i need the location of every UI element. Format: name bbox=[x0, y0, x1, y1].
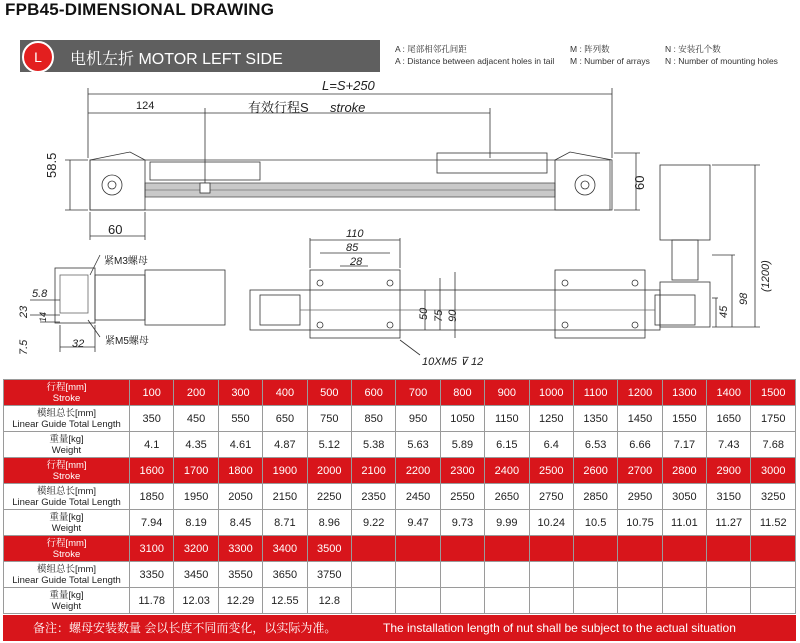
table-cell: 750 bbox=[307, 406, 351, 432]
table-cell: 6.4 bbox=[529, 432, 573, 458]
stroke-row-label bbox=[4, 458, 130, 484]
stroke-row-label bbox=[4, 536, 130, 562]
table-cell: 8.45 bbox=[218, 510, 262, 536]
table-cell: 400 bbox=[263, 380, 307, 406]
table-cell: 1750 bbox=[751, 406, 796, 432]
table-cell: 2400 bbox=[485, 458, 529, 484]
table-cell: 2450 bbox=[396, 484, 440, 510]
table-cell bbox=[662, 588, 706, 614]
table-cell: 12.8 bbox=[307, 588, 351, 614]
dim-1200: (1200) bbox=[760, 260, 772, 292]
table-cell: 12.55 bbox=[263, 588, 307, 614]
table-cell bbox=[707, 562, 751, 588]
table-cell: 1450 bbox=[618, 406, 662, 432]
table-cell: 1850 bbox=[130, 484, 174, 510]
table-cell: 2750 bbox=[529, 484, 573, 510]
weight-row-label bbox=[4, 432, 130, 458]
table-cell: 3500 bbox=[307, 536, 351, 562]
length-row-label bbox=[4, 406, 130, 432]
table-cell: 1200 bbox=[618, 380, 662, 406]
table-cell: 2850 bbox=[573, 484, 617, 510]
table-cell bbox=[529, 562, 573, 588]
weight-row bbox=[4, 588, 796, 614]
length-row-label-cn: 模组总长[mm] bbox=[36, 485, 97, 497]
stroke-row-label-cn: 行程[mm] bbox=[46, 381, 87, 393]
table-cell: 450 bbox=[174, 406, 218, 432]
table-cell: 5.63 bbox=[396, 432, 440, 458]
table-cell: 550 bbox=[218, 406, 262, 432]
stroke-row-label-cn: 行程[mm] bbox=[46, 459, 87, 471]
table-cell bbox=[707, 536, 751, 562]
table-cell bbox=[751, 536, 796, 562]
dim-50: 50 bbox=[418, 307, 430, 320]
dim-total-length: L=S+250 bbox=[322, 78, 375, 93]
stroke-row bbox=[4, 458, 796, 484]
table-cell: 1550 bbox=[662, 406, 706, 432]
legend-m-cn: M : 阵列数 bbox=[570, 44, 610, 54]
table-cell: 2550 bbox=[440, 484, 484, 510]
table-cell: 1500 bbox=[751, 380, 796, 406]
table-cell bbox=[440, 562, 484, 588]
table-cell: 1950 bbox=[174, 484, 218, 510]
table-cell: 1250 bbox=[529, 406, 573, 432]
length-row-label-en: Linear Guide Total Length bbox=[12, 418, 121, 430]
footer-note bbox=[3, 615, 796, 641]
table-cell bbox=[618, 562, 662, 588]
table-cell: 8.71 bbox=[263, 510, 307, 536]
footer-note-en: The installation length of nut shall be subject to the actual situation bbox=[383, 621, 736, 635]
table-cell: 200 bbox=[174, 380, 218, 406]
label-m3-nut: 紧M3螺母 bbox=[104, 256, 148, 267]
weight-row-label bbox=[4, 588, 130, 614]
table-cell: 500 bbox=[307, 380, 351, 406]
table-cell: 4.61 bbox=[218, 432, 262, 458]
table-cell: 10.5 bbox=[573, 510, 617, 536]
table-cell: 3100 bbox=[130, 536, 174, 562]
table-cell bbox=[618, 536, 662, 562]
weight-row-label-en: Weight bbox=[51, 600, 82, 612]
table-cell bbox=[396, 562, 440, 588]
table-cell: 850 bbox=[351, 406, 395, 432]
weight-row-label-cn: 重量[kg] bbox=[49, 511, 84, 523]
dim-7-5: 7.5 bbox=[18, 339, 30, 355]
table-cell bbox=[396, 536, 440, 562]
stroke-row-label-en: Stroke bbox=[52, 392, 81, 404]
table-cell: 2900 bbox=[707, 458, 751, 484]
dim-58-5: 58.5 bbox=[44, 152, 59, 178]
table-cell: 10.75 bbox=[618, 510, 662, 536]
section-badge: L bbox=[22, 41, 54, 73]
table-cell bbox=[396, 588, 440, 614]
table-cell: 4.87 bbox=[263, 432, 307, 458]
table-cell: 900 bbox=[485, 380, 529, 406]
stroke-row-label-en: Stroke bbox=[52, 470, 81, 482]
table-cell: 4.1 bbox=[130, 432, 174, 458]
table-cell bbox=[662, 536, 706, 562]
length-row-label bbox=[4, 562, 130, 588]
table-cell: 1100 bbox=[573, 380, 617, 406]
table-cell: 3650 bbox=[263, 562, 307, 588]
table-cell: 6.66 bbox=[618, 432, 662, 458]
table-cell: 1050 bbox=[440, 406, 484, 432]
legend-m-en: M : Number of arrays bbox=[570, 56, 650, 66]
table-cell: 7.94 bbox=[130, 510, 174, 536]
dim-stroke-cn: 有效行程S bbox=[248, 100, 309, 115]
table-cell: 12.29 bbox=[218, 588, 262, 614]
table-cell: 2950 bbox=[618, 484, 662, 510]
footer-note-cn: 备注：螺母安装数量 会以长度不同而变化，以实际为准。 bbox=[33, 621, 337, 635]
stroke-row-label-cn: 行程[mm] bbox=[46, 537, 87, 549]
length-row-label-en: Linear Guide Total Length bbox=[12, 574, 121, 586]
table-cell: 2650 bbox=[485, 484, 529, 510]
table-cell: 3450 bbox=[174, 562, 218, 588]
table-cell: 6.53 bbox=[573, 432, 617, 458]
table-cell: 1800 bbox=[218, 458, 262, 484]
dim-stroke-en: stroke bbox=[330, 100, 366, 115]
table-cell: 3200 bbox=[174, 536, 218, 562]
table-cell: 9.47 bbox=[396, 510, 440, 536]
stroke-row bbox=[4, 380, 796, 406]
table-cell: 9.73 bbox=[440, 510, 484, 536]
table-cell: 3050 bbox=[662, 484, 706, 510]
table-cell: 700 bbox=[396, 380, 440, 406]
table-cell bbox=[351, 562, 395, 588]
legend-n-cn: N : 安装孔个数 bbox=[665, 44, 721, 54]
table-cell: 2100 bbox=[351, 458, 395, 484]
table-cell: 3150 bbox=[707, 484, 751, 510]
table-cell: 4.35 bbox=[174, 432, 218, 458]
table-cell: 100 bbox=[130, 380, 174, 406]
dim-5-8: 5.8 bbox=[32, 288, 48, 300]
table-cell: 2600 bbox=[573, 458, 617, 484]
dim-holes-depth: 12 bbox=[471, 356, 484, 368]
table-cell: 2250 bbox=[307, 484, 351, 510]
dim-60-height: 60 bbox=[632, 175, 647, 190]
table-cell: 7.17 bbox=[662, 432, 706, 458]
weight-row bbox=[4, 510, 796, 536]
table-cell: 9.99 bbox=[485, 510, 529, 536]
table-cell bbox=[751, 588, 796, 614]
table-cell: 3400 bbox=[263, 536, 307, 562]
length-row bbox=[4, 562, 796, 588]
table-cell: 1150 bbox=[485, 406, 529, 432]
table-cell: 1350 bbox=[573, 406, 617, 432]
table-cell: 2350 bbox=[351, 484, 395, 510]
dim-124: 124 bbox=[136, 100, 155, 112]
table-cell: 3750 bbox=[307, 562, 351, 588]
length-row bbox=[4, 484, 796, 510]
table-cell: 600 bbox=[351, 380, 395, 406]
table-cell: 5.12 bbox=[307, 432, 351, 458]
dim-85: 85 bbox=[346, 242, 359, 254]
weight-row-label-cn: 重量[kg] bbox=[49, 433, 84, 445]
length-row-label-cn: 模组总长[mm] bbox=[36, 407, 97, 419]
table-cell: 3250 bbox=[751, 484, 796, 510]
weight-row-label bbox=[4, 510, 130, 536]
stroke-row-label-en: Stroke bbox=[52, 548, 81, 560]
table-cell: 2200 bbox=[396, 458, 440, 484]
legend-a-en: A : Distance between adjacent holes in tail bbox=[395, 56, 555, 66]
table-cell bbox=[440, 588, 484, 614]
table-cell bbox=[485, 536, 529, 562]
table-cell: 2700 bbox=[618, 458, 662, 484]
stroke-row bbox=[4, 536, 796, 562]
table-cell: 8.96 bbox=[307, 510, 351, 536]
table-cell: 650 bbox=[263, 406, 307, 432]
stroke-row-label bbox=[4, 380, 130, 406]
dim-23: 23 bbox=[18, 305, 30, 318]
table-cell: 300 bbox=[218, 380, 262, 406]
table-cell: 11.27 bbox=[707, 510, 751, 536]
table-cell: 5.89 bbox=[440, 432, 484, 458]
table-cell bbox=[573, 588, 617, 614]
table-cell: 350 bbox=[130, 406, 174, 432]
table-cell: 1300 bbox=[662, 380, 706, 406]
table-cell bbox=[485, 588, 529, 614]
table-cell bbox=[618, 588, 662, 614]
table-cell bbox=[751, 562, 796, 588]
section-banner-label: 电机左折 MOTOR LEFT SIDE bbox=[70, 51, 283, 68]
table-cell bbox=[573, 562, 617, 588]
dim-60-width: 60 bbox=[108, 222, 123, 237]
table-cell: 3000 bbox=[751, 458, 796, 484]
legend-a-cn: A : 尾部相邻孔间距 bbox=[395, 44, 467, 54]
table-cell: 950 bbox=[396, 406, 440, 432]
legend-n-en: N : Number of mounting holes bbox=[665, 56, 778, 66]
table-cell: 1600 bbox=[130, 458, 174, 484]
weight-row-label-en: Weight bbox=[51, 444, 82, 456]
table-cell: 9.22 bbox=[351, 510, 395, 536]
table-cell: 3300 bbox=[218, 536, 262, 562]
table-cell: 10.24 bbox=[529, 510, 573, 536]
dim-110: 110 bbox=[346, 228, 364, 240]
table-cell: 1000 bbox=[529, 380, 573, 406]
table-cell: 12.03 bbox=[174, 588, 218, 614]
dim-holes-count: 10XM5 bbox=[422, 356, 457, 368]
table-cell bbox=[351, 536, 395, 562]
weight-row-label-cn: 重量[kg] bbox=[49, 589, 84, 601]
label-m5-nut: 紧M5螺母 bbox=[105, 336, 149, 347]
table-cell: 2000 bbox=[307, 458, 351, 484]
depth-icon: ⊽ bbox=[459, 356, 468, 368]
dim-45: 45 bbox=[718, 305, 730, 318]
table-cell: 1700 bbox=[174, 458, 218, 484]
table-cell: 11.78 bbox=[130, 588, 174, 614]
table-cell: 7.43 bbox=[707, 432, 751, 458]
table-cell: 2500 bbox=[529, 458, 573, 484]
table-cell: 1900 bbox=[263, 458, 307, 484]
table-cell bbox=[485, 562, 529, 588]
table-cell bbox=[662, 562, 706, 588]
table-cell: 11.01 bbox=[662, 510, 706, 536]
table-cell: 2150 bbox=[263, 484, 307, 510]
length-row-label-en: Linear Guide Total Length bbox=[12, 496, 121, 508]
length-row-label-cn: 模组总长[mm] bbox=[36, 563, 97, 575]
table-cell: 1650 bbox=[707, 406, 751, 432]
table-cell bbox=[440, 536, 484, 562]
dim-holes bbox=[422, 355, 483, 368]
spec-table bbox=[3, 379, 796, 614]
table-cell: 800 bbox=[440, 380, 484, 406]
table-cell: 6.15 bbox=[485, 432, 529, 458]
dim-32: 32 bbox=[72, 338, 85, 350]
table-cell: 3350 bbox=[130, 562, 174, 588]
table-cell: 5.38 bbox=[351, 432, 395, 458]
table-cell: 2800 bbox=[662, 458, 706, 484]
table-cell bbox=[529, 536, 573, 562]
dim-75: 75 bbox=[433, 309, 445, 322]
table-cell: 7.68 bbox=[751, 432, 796, 458]
dim-98: 98 bbox=[738, 292, 750, 305]
table-cell: 3550 bbox=[218, 562, 262, 588]
table-cell bbox=[529, 588, 573, 614]
table-cell: 1400 bbox=[707, 380, 751, 406]
dim-28: 28 bbox=[350, 256, 363, 268]
page-title: FPB45-DIMENSIONAL DRAWING bbox=[5, 0, 275, 19]
table-cell bbox=[573, 536, 617, 562]
table-cell bbox=[707, 588, 751, 614]
length-row bbox=[4, 406, 796, 432]
length-row-label bbox=[4, 484, 130, 510]
dim-14: 14 bbox=[38, 311, 48, 322]
weight-row-label-en: Weight bbox=[51, 522, 82, 534]
table-cell: 2050 bbox=[218, 484, 262, 510]
table-cell: 8.19 bbox=[174, 510, 218, 536]
table-cell: 2300 bbox=[440, 458, 484, 484]
table-cell bbox=[351, 588, 395, 614]
weight-row bbox=[4, 432, 796, 458]
table-cell: 11.52 bbox=[751, 510, 796, 536]
dim-90: 90 bbox=[447, 309, 459, 322]
